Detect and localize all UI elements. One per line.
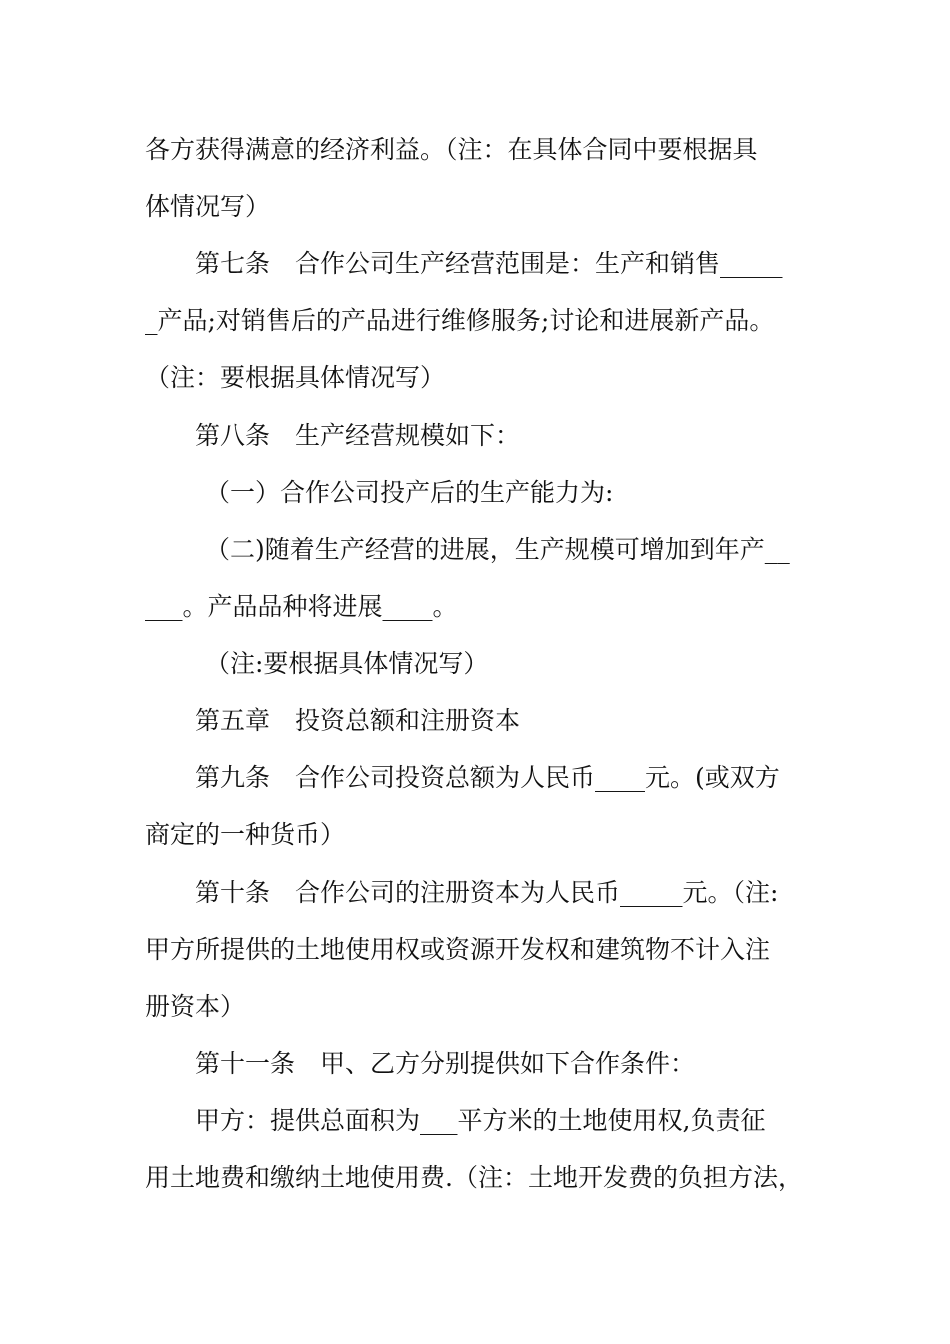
text-line: 各方获得满意的经济利益。（注：在具体合同中要根据具: [145, 135, 758, 164]
note-line: （注:要根据具体情况写）: [205, 649, 489, 678]
text-line: 用土地费和缴纳土地使用费.（注：土地开发费的负担方法，: [145, 1163, 803, 1192]
text-line: （注：要根据具体情况写）: [145, 363, 446, 392]
article-8-line: 第八条 生产经营规模如下：: [195, 421, 521, 450]
text-line: 商定的一种货币）: [145, 820, 346, 849]
text-line: 甲方所提供的土地使用权或资源开发权和建筑物不计入注: [145, 935, 771, 964]
article-7-line: 第七条 合作公司生产经营范围是：生产和销售_____: [195, 249, 783, 278]
article-9-line: 第九条 合作公司投资总额为人民币____元。(或双方: [195, 763, 780, 792]
article-11-line: 第十一条 甲、乙方分别提供如下合作条件：: [195, 1049, 696, 1078]
text-line: _产品;对销售后的产品进行维修服务;讨论和进展新产品。: [145, 306, 775, 335]
text-line: 体情况写）: [145, 192, 271, 221]
text-line: ___。产品品种将进展____。: [145, 592, 458, 621]
clause-1-line: （一）合作公司投产后的生产能力为:: [205, 478, 614, 507]
clause-2-line: （二)随着生产经营的进展，生产规模可增加到年产__: [205, 535, 790, 564]
text-line: 册资本）: [145, 992, 246, 1021]
party-a-line: 甲方：提供总面积为___平方米的土地使用权,负责征: [195, 1106, 766, 1135]
chapter-5-heading: 第五章 投资总额和注册资本: [195, 706, 521, 735]
article-10-line: 第十条 合作公司的注册资本为人民币_____元。（注:: [195, 878, 779, 907]
